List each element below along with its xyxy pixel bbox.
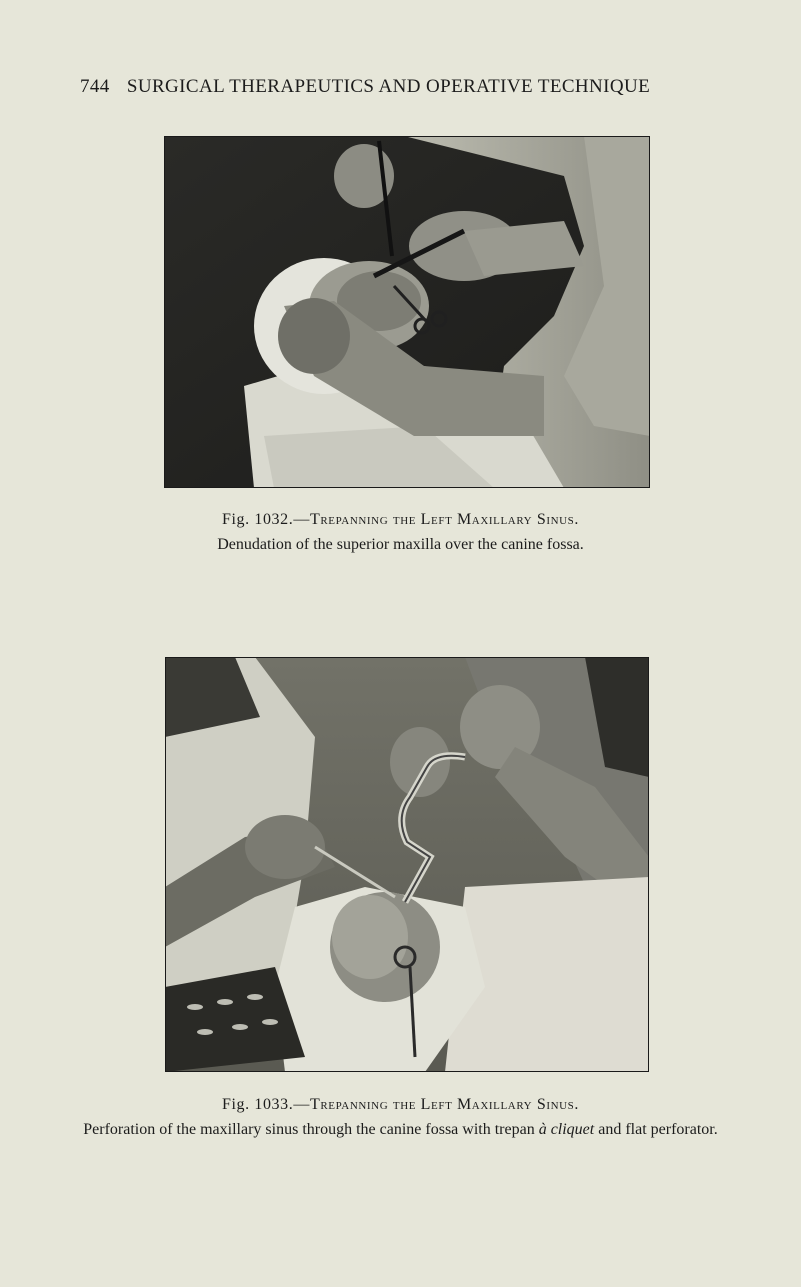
figure-1033-image: [165, 657, 649, 1072]
figure-1033-description-italic: à cliquet: [538, 1121, 595, 1138]
page-number: 744: [80, 76, 110, 97]
running-title: SURGICAL THERAPEUTICS AND OPERATIVE TECHNIQUE: [126, 76, 651, 97]
figure-1032-label: Fig. 1032.: [222, 511, 294, 528]
figure-1032-title-line: [222, 511, 579, 528]
figure-1033-title: Trepanning the Left Maxillary Sinus.: [309, 1096, 579, 1113]
running-head: [80, 76, 720, 98]
figure-1032-image: [164, 136, 650, 488]
figure-1032-photograph: [164, 136, 650, 488]
figure-1033-caption: [40, 1095, 761, 1139]
figure-1033-title-line: [222, 1096, 579, 1113]
figure-1033-description: [40, 1120, 761, 1139]
figure-1033-description-end: and flat perforator.: [594, 1121, 718, 1138]
figure-1032-dash: —: [293, 511, 310, 528]
figure-1032-caption: [40, 510, 761, 554]
figure-1032-description: Denudation of the superior maxilla over the canine fossa.: [217, 536, 584, 553]
figure-1033-description-start: Perforation of the maxillary sinus through the canine fossa with trepan: [83, 1121, 539, 1138]
figure-1033-label: Fig. 1033.: [222, 1096, 294, 1113]
figure-1033-dash: —: [293, 1096, 310, 1113]
figure-1032-title: Trepanning the Left Maxillary Sinus.: [309, 511, 579, 528]
figure-1033-photograph: [165, 657, 649, 1072]
